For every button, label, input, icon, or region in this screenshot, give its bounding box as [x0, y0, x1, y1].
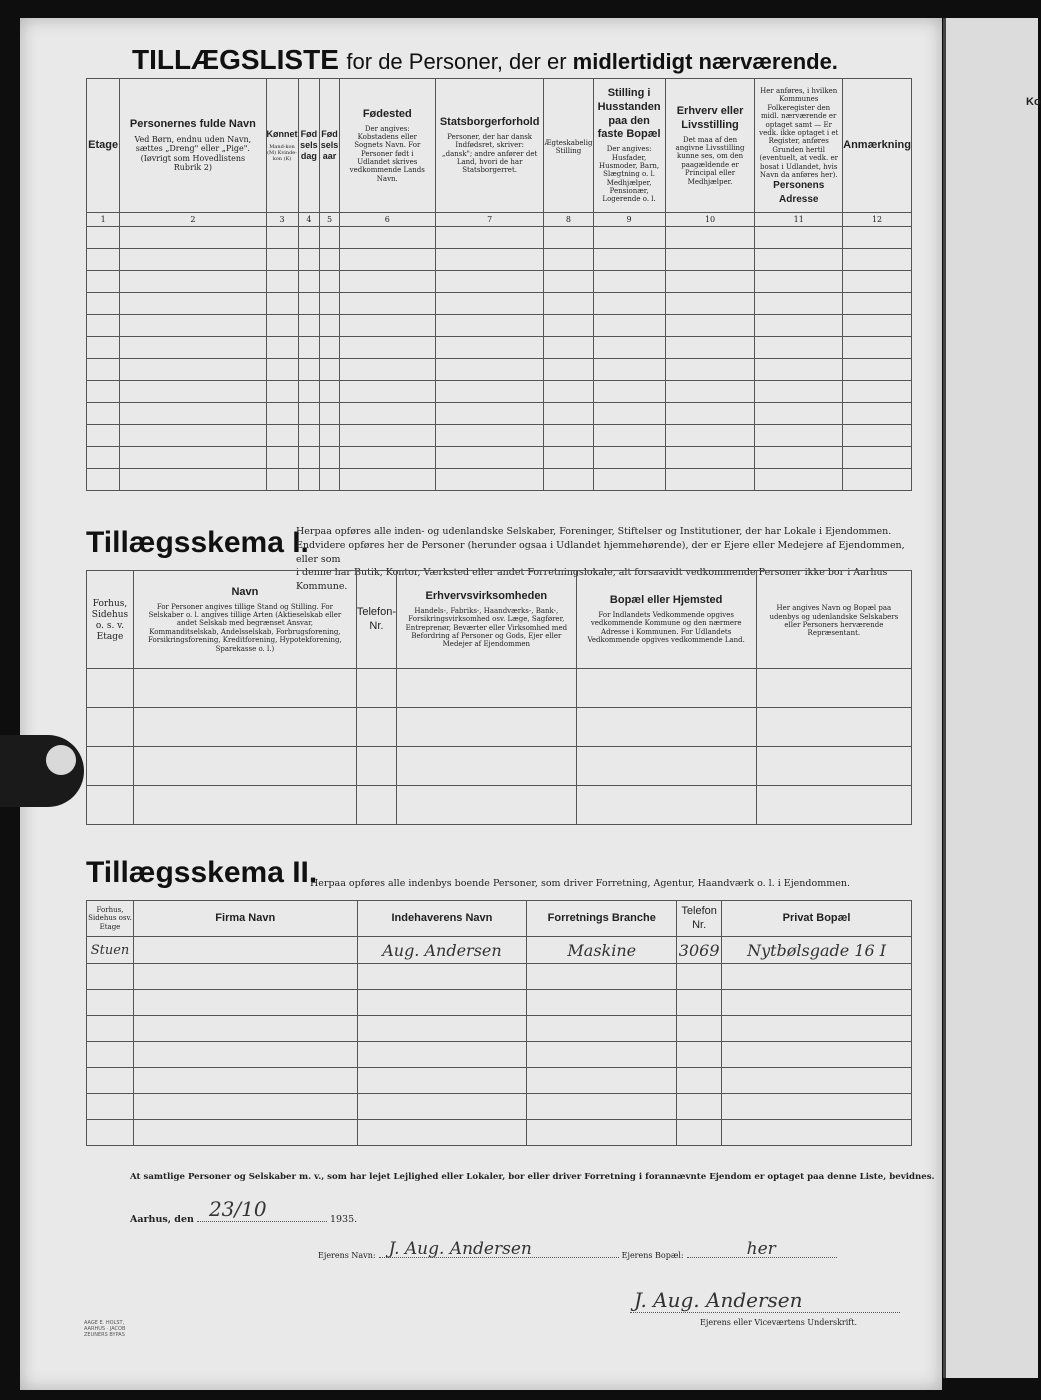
owner-address-label: Ejerens Bopæl:	[621, 1251, 684, 1260]
s1-header-telefon: Telefon-Nr.	[356, 571, 396, 669]
table-row	[87, 708, 912, 747]
table-row	[87, 359, 912, 381]
table-row	[87, 1042, 912, 1068]
table1-rows	[87, 227, 912, 491]
date-handwritten: 23/10	[208, 1197, 267, 1221]
table-row	[87, 937, 912, 964]
table-row	[87, 1068, 912, 1094]
table-row	[87, 990, 912, 1016]
main-title	[132, 44, 838, 76]
title-rest-a: for de Personer, der er	[346, 49, 567, 74]
s2-header-firma: Firma Navn	[133, 901, 357, 937]
schema1-rows	[87, 669, 912, 825]
table-row	[87, 786, 912, 825]
colnum-9: 9	[593, 213, 665, 227]
table-row	[87, 403, 912, 425]
table-row	[87, 447, 912, 469]
schema2-description: Herpaa opføres alle indenbys boende Personer, som driver Forretning, Agentur, Haandværk o. l. i Ejendommen.	[310, 878, 850, 889]
header-erhverv: Erhverv eller Livsstilling Det maa af den angivne Livsstilling kunne ses, om den paagældende er Principal eller Medhjælper.	[665, 79, 755, 213]
table-row	[87, 1016, 912, 1042]
table-row	[87, 293, 912, 315]
header-etage: Etage	[87, 79, 120, 213]
table-row	[87, 227, 912, 249]
year-label: 1935.	[329, 1214, 358, 1225]
header-fodested: Fødested Der angives: Kobstadens eller Sognets Navn. For Personer født i Udlandet skrives vedkommende Lands Navn.	[339, 79, 435, 213]
owner-name-handwritten: J. Aug. Andersen	[388, 1239, 532, 1259]
table-row	[87, 271, 912, 293]
signature-handwritten: J. Aug. Andersen	[634, 1288, 803, 1312]
header-kon: Kønnet Mand-kon (M) Kvinde-kon (K)	[266, 79, 298, 213]
schema2-table	[86, 900, 912, 1146]
s2-header-etage: Forhus, Sidehus osv. Etage	[87, 901, 134, 937]
city-label: Aarhus, den	[130, 1214, 194, 1225]
printer-mark: AAGE E. HOLST, AARHUS · JACOB ZEUNERS BYPAS	[84, 1320, 126, 1338]
s1-header-erhverv: Erhvervsvirksomheden Handels-, Fabriks-, Haandværks-, Bank-, Forsikringsvirksomhed osv. Læge, Sagfører, Entreprenør, Beværter eller Virksomhed med Befordring af Personer og Gods, Ejer eller Medejer af Ejendommen	[397, 571, 577, 669]
schema1-desc-line2: Endvidere opføres her de Personer (herunder ogsaa i Udlandet hjemmehørende), der er Ejere eller Medejere af Ejendommen, eller som	[296, 539, 905, 565]
schema1-table	[86, 570, 912, 825]
s1-header-repraesentant: Her angives Navn og Bopæl paa udenbys og udenlandske Selskabers eller Personers herværende Repræsentant.	[756, 571, 911, 669]
s1-header-navn: Navn For Personer angives tillige Stand og Stilling. For Selskaber o. l. angives tillige Arten (Aktieselskab eller andet Selskab med begrænset Ansvar, Kommanditselskab, Andelsselskab, Forbrugsforening, Forsikringsforening, Kreditforening, Hypotekforening, Sparekasse o. l.)	[133, 571, 356, 669]
s2-cell-bopael: Nytbølsgade 16 I	[722, 937, 912, 964]
declaration-text: At samtlige Personer og Selskaber m. v., som har lejet Lejlighed eller Lokaler, bor eller driver Forretning i forannævnte Ejendom er optaget paa denne Liste, bevidnes.	[130, 1172, 935, 1182]
table-row	[87, 669, 912, 708]
s2-header-branche: Forretnings Branche	[527, 901, 677, 937]
header-fodselsaar: Fødselsaar	[320, 79, 340, 213]
colnum-6: 6	[339, 213, 435, 227]
colnum-3: 3	[266, 213, 298, 227]
colnum-2: 2	[120, 213, 266, 227]
owner-name-label: Ejerens Navn:	[318, 1251, 376, 1260]
table-row	[87, 425, 912, 447]
table-row	[87, 747, 912, 786]
table-row	[87, 1120, 912, 1146]
header-fodselsdag: Fødselsdag	[298, 79, 320, 213]
date-line	[130, 1197, 358, 1225]
table-row	[87, 337, 912, 359]
table-row	[87, 469, 912, 491]
adjacent-page-partial-text: Ko	[1026, 96, 1041, 108]
s2-header-bopael: Privat Bopæl	[722, 901, 912, 937]
schema1-desc-line1: Herpaa opføres alle inden- og udenlandske Selskaber, Foreninger, Stiftelser og Institutioner, der har Lokale i Ejendommen.	[296, 526, 892, 537]
signature-block	[630, 1290, 910, 1327]
s2-cell-etage: Stuen	[87, 937, 134, 964]
header-aegteskab: Ægteskabelig Stilling	[544, 79, 593, 213]
owner-address-handwritten: her	[746, 1239, 776, 1259]
s2-cell-firma	[133, 937, 357, 964]
table-row	[87, 249, 912, 271]
s2-cell-indehaver: Aug. Andersen	[357, 937, 527, 964]
colnum-4: 4	[298, 213, 320, 227]
person-list-table	[86, 78, 912, 491]
header-navn: Personernes fulde Navn Ved Børn, endnu uden Navn, sættes „Dreng" eller „Pige". (Iøvrigt som Hovedlistens Rubrik 2)	[120, 79, 266, 213]
title-strong: TILLÆGSLISTE	[132, 44, 339, 75]
schema1-desc-line3: i denne har Butik, Kontor, Værksted eller andet Forretningslokale, alt forsaavidt vedkommende Personer ikke bor i Aarhus Kommune.	[296, 567, 888, 593]
s2-header-indehaver: Indehaverens Navn	[357, 901, 527, 937]
table-row	[87, 1094, 912, 1120]
s1-header-bopael: Bopæl eller Hjemsted For Indlandets Vedkommende opgives vedkommende Kommune og den nærmere Adresse i Kommunen. For Udlandets Vedkommende opgives vedkommende Land.	[576, 571, 756, 669]
colnum-5: 5	[320, 213, 340, 227]
finger-holding-page	[0, 735, 84, 807]
colnum-8: 8	[544, 213, 593, 227]
table-row	[87, 381, 912, 403]
adjacent-page-edge	[943, 18, 1041, 1378]
colnum-7: 7	[435, 213, 544, 227]
s1-header-etage: Forhus, Sidehus o. s. v. Etage	[87, 571, 134, 669]
s2-header-telefon: Telefon Nr.	[677, 901, 722, 937]
header-statsborger: Statsborgerforhold Personer, der har dansk Indfødsret, skriver: „dansk"; andre anfører det Land, hvori de har Statsborgerret.	[435, 79, 544, 213]
colnum-12: 12	[843, 213, 912, 227]
owner-line	[318, 1239, 837, 1261]
colnum-1: 1	[87, 213, 120, 227]
header-adresse: Her anføres, i hvilken Kommunes Folkeregister den midl. nærværende er optaget samt — Er vedk. ikke optaget i et Register, anføres Grunden hertil (eventuelt, at vedk. er bosat i Udlandet, hvis Navn da anføres her). Personens Adresse	[755, 79, 843, 213]
s2-cell-branche: Maskine	[527, 937, 677, 964]
schema2-title: Tillægsskema II.	[86, 856, 318, 889]
colnum-11: 11	[755, 213, 843, 227]
header-stilling: Stilling i Husstanden paa den faste Bopæl Der angives: Husfader, Husmoder, Barn, Slægtning o. l. Medhjælper, Pensionær, Logerende o. l.	[593, 79, 665, 213]
table-row	[87, 315, 912, 337]
table-row	[87, 964, 912, 990]
colnum-10: 10	[665, 213, 755, 227]
title-rest-b: midlertidigt nærværende.	[572, 49, 838, 74]
s2-cell-telefon: 3069	[677, 937, 722, 964]
schema1-title: Tillægsskema I.	[86, 526, 309, 559]
signature-label: Ejerens eller Viceværtens Underskrift.	[700, 1318, 858, 1327]
header-anmaerkning: Anmærkning	[843, 79, 912, 213]
